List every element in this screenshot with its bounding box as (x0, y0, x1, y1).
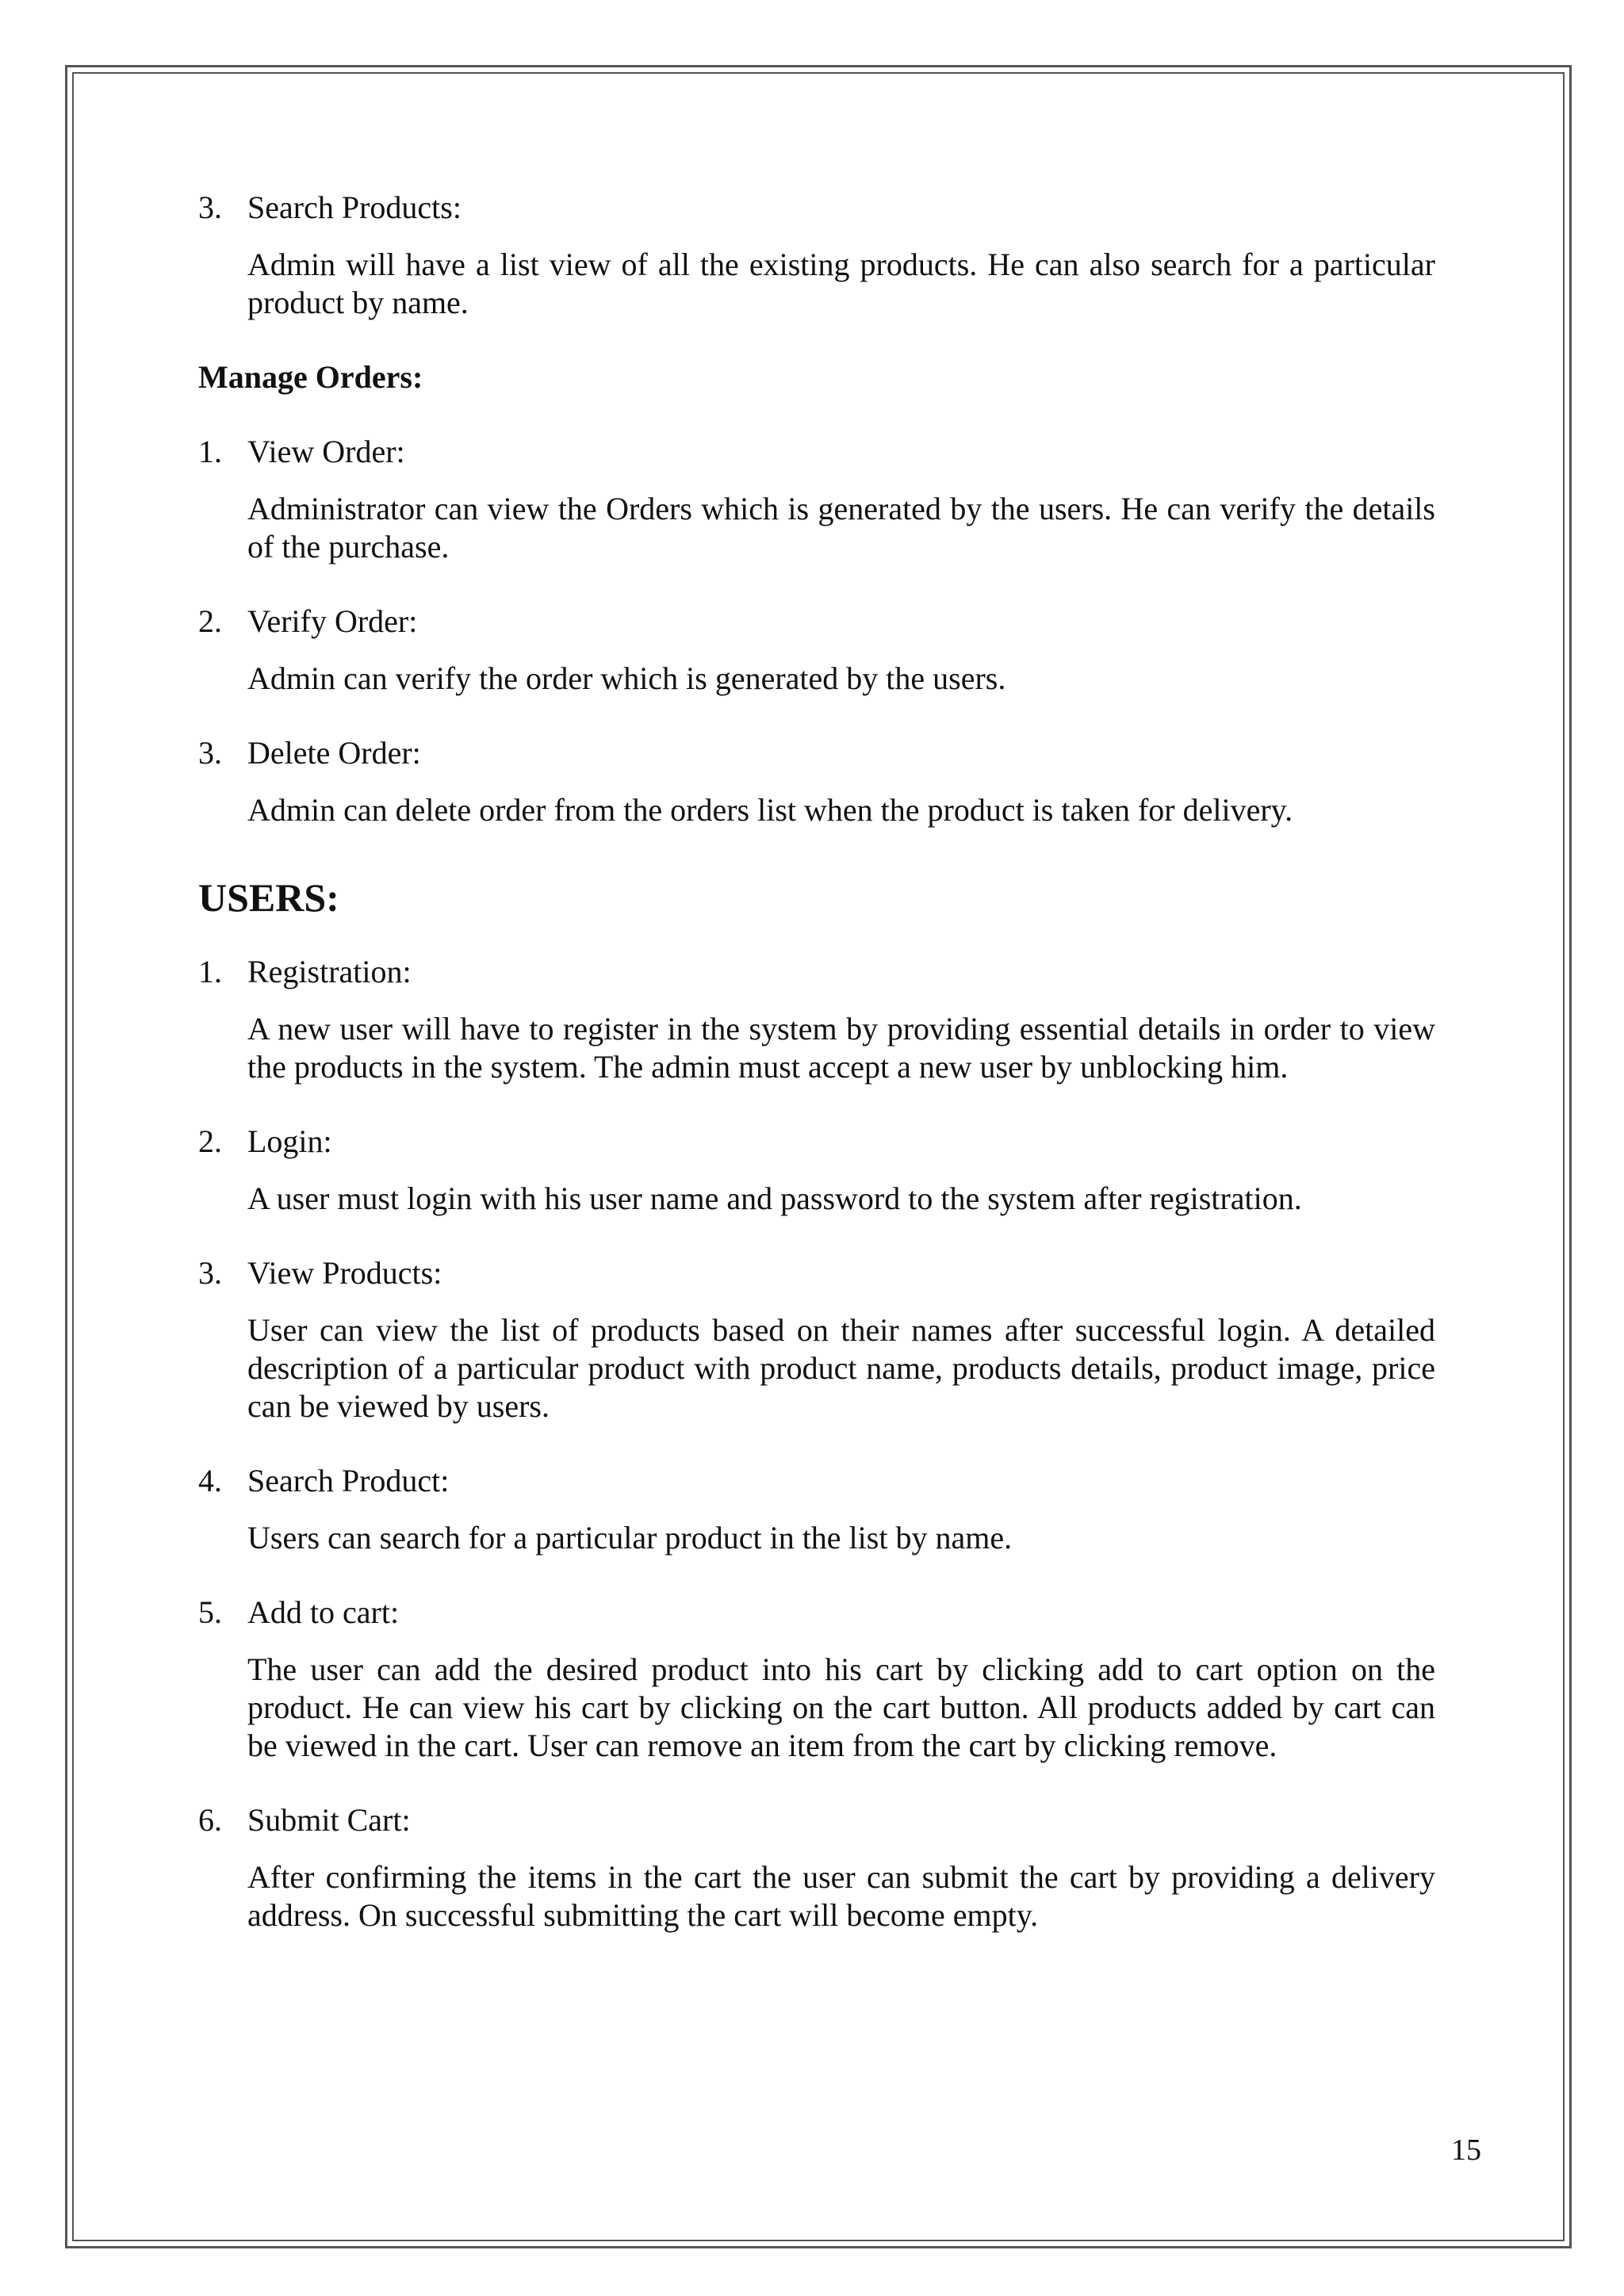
list-item-description: A user must login with his user name and password to the system after registration. (247, 1181, 1302, 1216)
list-item-submit-cart (198, 1801, 1435, 1839)
list-item-title: Submit Cart: (247, 1802, 411, 1838)
list-item-search-product (198, 1462, 1435, 1500)
list-item-title: Login: (247, 1123, 332, 1159)
list-item-description: Admin will have a list view of all the existing products. He can also search for a particular product by name. (247, 247, 1435, 320)
list-item-description: After confirming the items in the cart the user can submit the cart by providing a delivery address. On successful submitting the cart will become empty. (247, 1859, 1435, 1933)
list-item-title: View Order: (247, 434, 405, 469)
list-item-title: Search Products: (247, 189, 462, 225)
list-item-description: Users can search for a particular product in the list by name. (247, 1520, 1013, 1556)
list-item-number: 3. (198, 1255, 222, 1291)
page-content (198, 189, 1435, 1934)
page-number: 15 (1451, 2133, 1481, 2167)
list-item-view-order (198, 433, 1435, 471)
list-item-add-to-cart (198, 1594, 1435, 1632)
list-item-number: 2. (198, 603, 222, 639)
list-item-verify-order (198, 603, 1435, 641)
list-item-description: Admin can delete order from the orders list when the product is taken for delivery. (247, 792, 1293, 828)
list-item-title: View Products: (247, 1255, 442, 1291)
list-item-delete-order (198, 734, 1435, 772)
list-item-title: Add to cart: (247, 1594, 400, 1630)
manage-orders-heading: Manage Orders: (198, 359, 423, 395)
list-item-description: Admin can verify the order which is generated by the users. (247, 660, 1006, 696)
list-item-search-products (198, 189, 1435, 227)
list-item-title: Search Product: (247, 1463, 450, 1498)
list-item-description: A new user will have to register in the system by providing essential details in order to view the products in the system. The admin must accept a new user by unblocking him. (247, 1011, 1435, 1085)
list-item-number: 6. (198, 1802, 222, 1838)
users-section-heading: USERS: (198, 875, 339, 920)
list-item-number: 1. (198, 434, 222, 469)
list-item-view-products (198, 1254, 1435, 1292)
list-item-login (198, 1123, 1435, 1161)
list-item-title: Delete Order: (247, 735, 421, 771)
list-item-number: 3. (198, 189, 222, 225)
list-item-number: 4. (198, 1463, 222, 1498)
list-item-description: Administrator can view the Orders which is generated by the users. He can verify the details of the purchase. (247, 491, 1435, 564)
list-item-number: 2. (198, 1123, 222, 1159)
list-item-number: 5. (198, 1594, 222, 1630)
list-item-title: Verify Order: (247, 603, 418, 639)
list-item-description: The user can add the desired product into his cart by clicking add to cart option on the product. He can view his cart by clicking on the cart button. All products added by cart can be viewed in the cart. User can remove an item from the cart by clicking remove. (247, 1651, 1435, 1763)
list-item-description: User can view the list of products based on their names after successful login. A detailed description of a particular product with product name, products details, product image, price can be viewed by users. (247, 1312, 1435, 1424)
list-item-number: 3. (198, 735, 222, 771)
list-item-title: Registration: (247, 954, 412, 989)
list-item-registration (198, 953, 1435, 991)
list-item-number: 1. (198, 954, 222, 989)
